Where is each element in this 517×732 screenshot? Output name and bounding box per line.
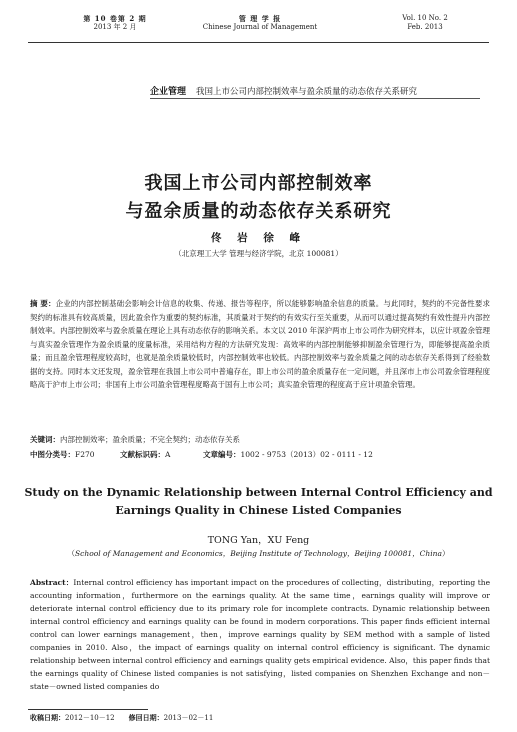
- en-authors: TONG Yan，XU Feng: [207, 535, 310, 546]
- en-affiliation: （School of Management and Economics，Beijing Institute of Technology，Beijing 100081，China）: [67, 549, 450, 558]
- doc-code-label: 文献标识码：: [120, 450, 165, 459]
- cn-keywords: [30, 434, 490, 446]
- cn-abstract-label: 摘 要：: [30, 299, 56, 308]
- header-journal: [190, 14, 330, 32]
- running-head-rule: [150, 98, 480, 99]
- received-date: 2012－10－12: [65, 714, 115, 722]
- header-date-en: Feb. 2013: [407, 23, 443, 31]
- header-volume-cn: 第 10 卷第 2 期: [83, 14, 147, 23]
- footnote-dates: [30, 713, 213, 723]
- running-head: [150, 84, 480, 97]
- en-abstract: [30, 576, 490, 693]
- cn-authors: 佟 岩 徐 峰: [211, 232, 306, 244]
- cn-keywords-label: 关键词：: [30, 435, 60, 444]
- running-title: 我国上市公司内部控制效率与盈余质量的动态依存关系研究: [196, 87, 418, 97]
- header-volume: [380, 14, 470, 32]
- cn-abstract: [30, 297, 490, 392]
- cn-title-line-2: 与盈余质量的动态依存关系研究: [125, 201, 392, 222]
- doc-code-value: A: [165, 450, 171, 459]
- section-category: 企业管理: [150, 87, 187, 97]
- clc-label: 中图分类号：: [30, 450, 75, 459]
- cn-article-title: [0, 170, 517, 226]
- header-date-cn: 2013 年 2 月: [93, 23, 137, 31]
- cn-title-line-1: 我国上市公司内部控制效率: [144, 173, 373, 194]
- en-abstract-text: Internal control efficiency has important impact on the procedures of collecting，distributing，reporting the accounting information，furthermore on the earnings quality. At the same time，earnings quality will improve or deteriorate internal control efficiency due to its primary role for incomplete contracts. Dynamic relationship between internal control efficiency and earnings quality can be found in modern corporations. This paper finds efficient internal control can lower earnings management，then，improve earnings quality by SEM method with a sample of listed companies in 2010. Also，the impact of earnings quality on internal control efficiency is significant. The dynamic relationship between internal control efficiency and earnings quality gets empirical evidence. Also，this paper finds that the earnings quality of Chinese listed companies is not satisfying，listed companies on Shenzhen Exchange and non－state－owned listed companies do: [30, 578, 491, 691]
- header-volume-en: Vol. 10 No. 2: [402, 14, 448, 22]
- revised-date: 2013－02－11: [163, 714, 214, 722]
- header-issue: [70, 14, 160, 32]
- en-title-line-1: Study on the Dynamic Relationship between Internal Control Efficiency and: [24, 486, 493, 499]
- header-journal-cn: 管 理 学 报: [238, 14, 282, 23]
- footnote-rule: [28, 709, 148, 710]
- en-affiliation-text: School of Management and Economics，Beijing Institute of Technology，Beijing 100081，China: [75, 549, 442, 558]
- en-article-title: [20, 484, 497, 520]
- revised-label: 修回日期：: [128, 713, 164, 722]
- article-no-label: 文章编号：: [203, 450, 241, 459]
- header-rule: [28, 42, 489, 43]
- article-no-value: 1002 - 9753（2013）02 - 0111 - 12: [240, 450, 373, 459]
- clc-value: F270: [75, 450, 95, 459]
- cn-keywords-text: 内部控制效率；盈余质量；不完全契约；动态依存关系: [60, 435, 240, 444]
- en-title-line-2: Earnings Quality in Chinese Listed Companies: [115, 504, 402, 517]
- header-journal-en: Chinese Journal of Management: [202, 23, 318, 31]
- en-abstract-label: Abstract：: [30, 578, 74, 587]
- cn-abstract-text: 企业的内部控制基础会影响会计信息的收集、传递、报告等程序，所以能够影响盈余信息的质量。与此同时，契约的不完备性要求契约的标准具有较高质量，因此盈余作为重要的契约标准，其质量对于契约的有效实行至关重要，从而可以通过提高契约有效性提升内部控制效率。内部控制效率与盈余质量在理论上具有动态依存的影响关系。本文以 2010 年深沪两市上市公司作为研究样本，以应计项盈余管理与真实盈余管理作为盈余质量的度量标准，采用结构方程的方法研究发现：高效率的内部控制能够抑制盈余管理行为，即能够提高盈余质量；而且盈余管理程度较高时，也就是盈余质量较低时，内部控制效率也较低。内部控制效率与盈余质量之间的动态依存关系得到了经验数据的支持。同时本文还发现，盈余管理在我国上市公司中普遍存在，即上市公司的盈余质量存在一定问题，并且深市上市公司盈余管理程度略高于沪市上市公司；非国有上市公司盈余管理程度略高于国有上市公司；真实盈余管理的程度高于应计项盈余管理。: [30, 299, 490, 389]
- cn-classification: [30, 449, 490, 461]
- cn-affiliation: （北京理工大学 管理与经济学院，北京 100081）: [174, 249, 343, 258]
- received-label: 收稿日期：: [30, 713, 65, 722]
